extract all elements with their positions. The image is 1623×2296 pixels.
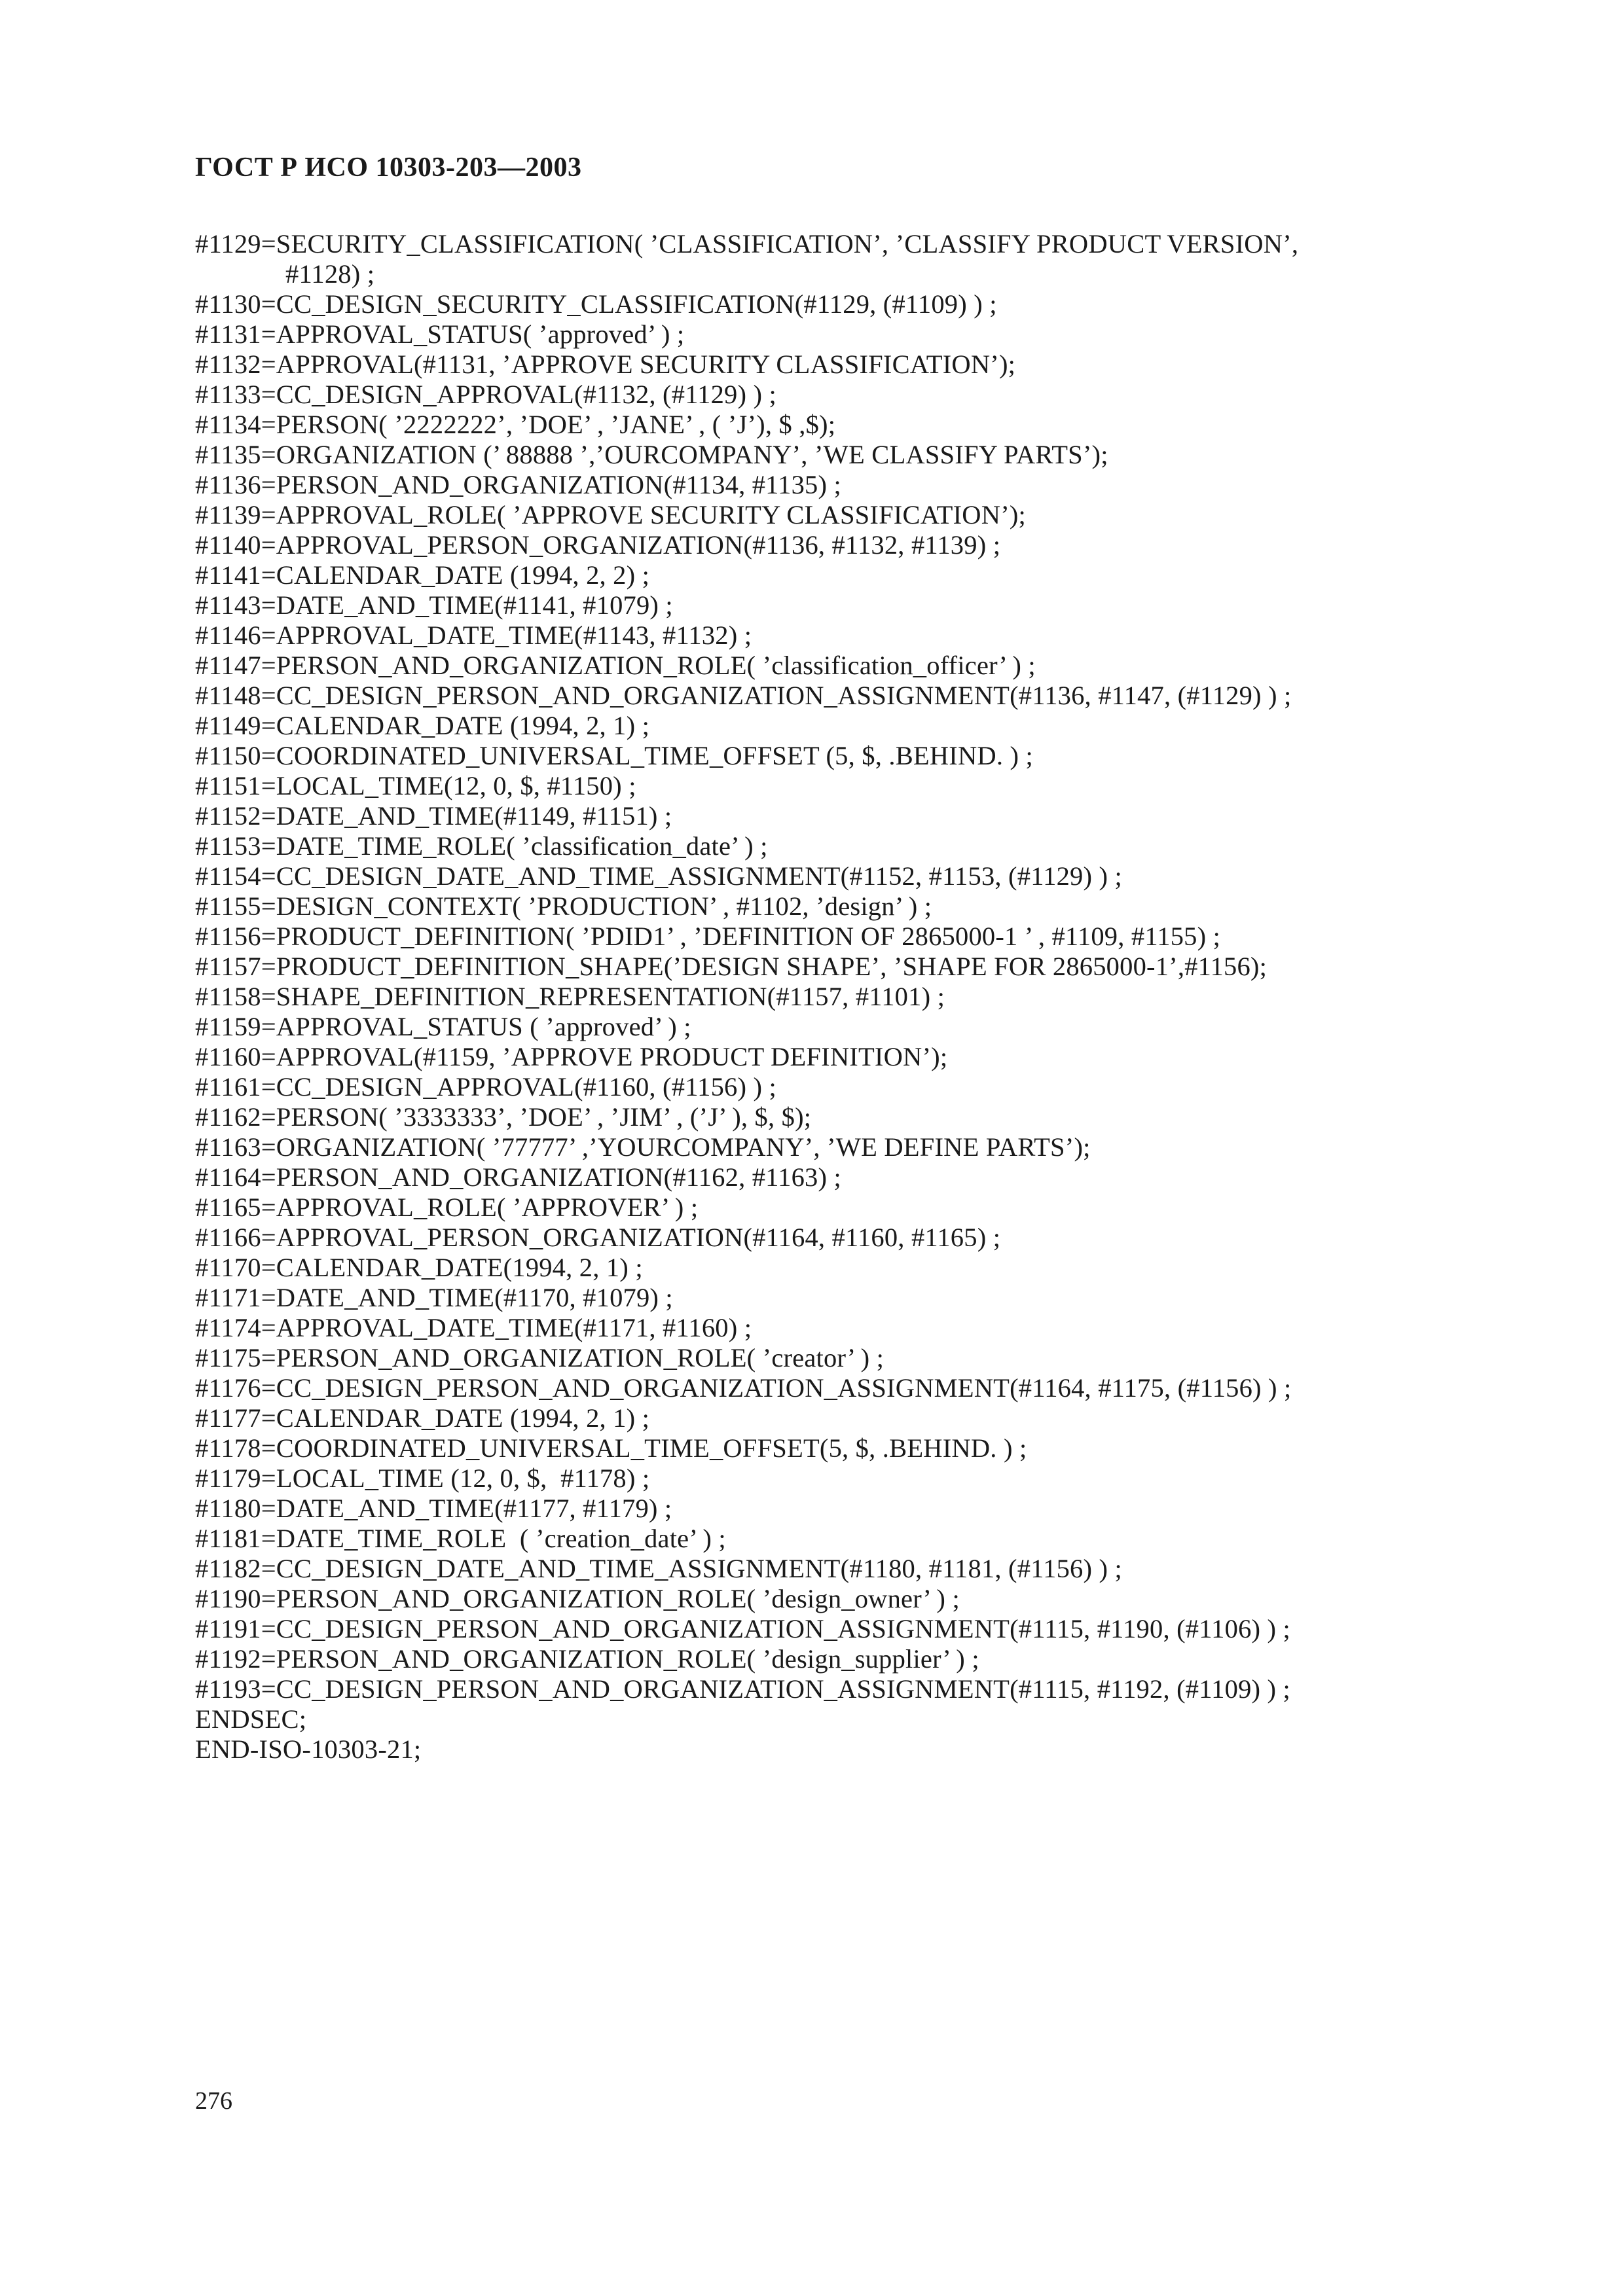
code-line: #1171=DATE_AND_TIME(#1170, #1079) ; — [195, 1283, 673, 1312]
code-line: #1164=PERSON_AND_ORGANIZATION(#1162, #1163) ; — [195, 1162, 841, 1192]
step-file-listing — [195, 229, 1413, 1765]
code-line: #1162=PERSON( ’3333333’, ’DOE’ , ’JIM’ , (’J’ ), $, $); — [195, 1102, 812, 1132]
code-line: #1159=APPROVAL_STATUS ( ’approved’ ) ; — [195, 1012, 691, 1041]
code-line: #1155=DESIGN_CONTEXT( ’PRODUCTION’ , #1102, ’design’ ) ; — [195, 891, 932, 921]
code-line: #1190=PERSON_AND_ORGANIZATION_ROLE( ’design_owner’ ) ; — [195, 1584, 960, 1613]
code-line: #1193=CC_DESIGN_PERSON_AND_ORGANIZATION_ASSIGNMENT(#1115, #1192, (#1109) ) ; — [195, 1674, 1291, 1704]
code-line: #1146=APPROVAL_DATE_TIME(#1143, #1132) ; — [195, 620, 752, 650]
code-line: #1177=CALENDAR_DATE (1994, 2, 1) ; — [195, 1403, 650, 1433]
document-header: ГОСТ Р ИСО 10303-203—2003 — [195, 152, 582, 183]
code-line: #1156=PRODUCT_DEFINITION( ’PDID1’ , ’DEFINITION OF 2865000-1 ’ , #1109, #1155) ; — [195, 922, 1221, 951]
code-line: #1150=COORDINATED_UNIVERSAL_TIME_OFFSET (5, $, .BEHIND. ) ; — [195, 741, 1033, 770]
code-line: #1180=DATE_AND_TIME(#1177, #1179) ; — [195, 1494, 672, 1523]
code-line: #1149=CALENDAR_DATE (1994, 2, 1) ; — [195, 711, 650, 740]
code-line: #1136=PERSON_AND_ORGANIZATION(#1134, #1135) ; — [195, 470, 841, 499]
code-line: #1152=DATE_AND_TIME(#1149, #1151) ; — [195, 801, 672, 831]
code-line: #1181=DATE_TIME_ROLE ( ’creation_date’ ) ; — [195, 1524, 726, 1553]
code-line: #1147=PERSON_AND_ORGANIZATION_ROLE( ’classification_officer’ ) ; — [195, 651, 1036, 680]
code-line: #1141=CALENDAR_DATE (1994, 2, 2) ; — [195, 560, 650, 590]
code-line: #1131=APPROVAL_STATUS( ’approved’ ) ; — [195, 319, 685, 349]
code-line: #1130=CC_DESIGN_SECURITY_CLASSIFICATION(#1129, (#1109) ) ; — [195, 289, 997, 319]
code-line: ENDSEC; — [195, 1704, 307, 1734]
code-line: END-ISO-10303-21; — [195, 1734, 422, 1764]
code-line: #1182=CC_DESIGN_DATE_AND_TIME_ASSIGNMENT(#1180, #1181, (#1156) ) ; — [195, 1554, 1122, 1583]
code-line: #1129=SECURITY_CLASSIFICATION( ’CLASSIFICATION’, ’CLASSIFY PRODUCT VERSION’, — [195, 229, 1299, 259]
code-line: #1153=DATE_TIME_ROLE( ’classification_date’ ) ; — [195, 831, 768, 861]
code-line: #1191=CC_DESIGN_PERSON_AND_ORGANIZATION_ASSIGNMENT(#1115, #1190, (#1106) ) ; — [195, 1614, 1291, 1643]
code-line: #1163=ORGANIZATION( ’77777’ ,’YOURCOMPANY’, ’WE DEFINE PARTS’); — [195, 1132, 1091, 1162]
code-line: #1170=CALENDAR_DATE(1994, 2, 1) ; — [195, 1253, 643, 1282]
code-line: #1160=APPROVAL(#1159, ’APPROVE PRODUCT DEFINITION’); — [195, 1042, 948, 1071]
code-line: #1161=CC_DESIGN_APPROVAL(#1160, (#1156) ) ; — [195, 1072, 776, 1102]
code-line: #1154=CC_DESIGN_DATE_AND_TIME_ASSIGNMENT(#1152, #1153, (#1129) ) ; — [195, 861, 1122, 891]
code-line: #1166=APPROVAL_PERSON_ORGANIZATION(#1164, #1160, #1165) ; — [195, 1223, 1001, 1252]
code-line: #1133=CC_DESIGN_APPROVAL(#1132, (#1129) ) ; — [195, 380, 776, 409]
code-line: #1151=LOCAL_TIME(12, 0, $, #1150) ; — [195, 771, 636, 800]
page-number: 276 — [195, 2087, 232, 2115]
code-line: #1179=LOCAL_TIME (12, 0, $, #1178) ; — [195, 1463, 650, 1493]
code-line: #1132=APPROVAL(#1131, ’APPROVE SECURITY CLASSIFICATION’); — [195, 350, 1016, 379]
code-line: #1176=CC_DESIGN_PERSON_AND_ORGANIZATION_ASSIGNMENT(#1164, #1175, (#1156) ) ; — [195, 1373, 1292, 1403]
code-line: #1148=CC_DESIGN_PERSON_AND_ORGANIZATION_ASSIGNMENT(#1136, #1147, (#1129) ) ; — [195, 681, 1292, 710]
code-line: #1139=APPROVAL_ROLE( ’APPROVE SECURITY CLASSIFICATION’); — [195, 500, 1027, 529]
code-line: #1158=SHAPE_DEFINITION_REPRESENTATION(#1157, #1101) ; — [195, 982, 945, 1011]
code-line: #1140=APPROVAL_PERSON_ORGANIZATION(#1136, #1132, #1139) ; — [195, 530, 1001, 560]
code-line: #1135=ORGANIZATION (’ 88888 ’,’OURCOMPANY’, ’WE CLASSIFY PARTS’); — [195, 440, 1108, 469]
code-line: #1175=PERSON_AND_ORGANIZATION_ROLE( ’creator’ ) ; — [195, 1343, 884, 1372]
code-line: #1174=APPROVAL_DATE_TIME(#1171, #1160) ; — [195, 1313, 752, 1342]
code-line: #1165=APPROVAL_ROLE( ’APPROVER’ ) ; — [195, 1193, 699, 1222]
code-line: #1178=COORDINATED_UNIVERSAL_TIME_OFFSET(5, $, .BEHIND. ) ; — [195, 1433, 1027, 1463]
code-line: #1134=PERSON( ’2222222’, ’DOE’ , ’JANE’ , ( ’J’), $ ,$); — [195, 410, 836, 439]
code-line: #1192=PERSON_AND_ORGANIZATION_ROLE( ’design_supplier’ ) ; — [195, 1644, 979, 1674]
code-line-continuation: #1128) ; — [285, 259, 375, 289]
code-line: #1143=DATE_AND_TIME(#1141, #1079) ; — [195, 590, 673, 620]
code-line: #1157=PRODUCT_DEFINITION_SHAPE(’DESIGN SHAPE’, ’SHAPE FOR 2865000-1’,#1156); — [195, 952, 1267, 981]
